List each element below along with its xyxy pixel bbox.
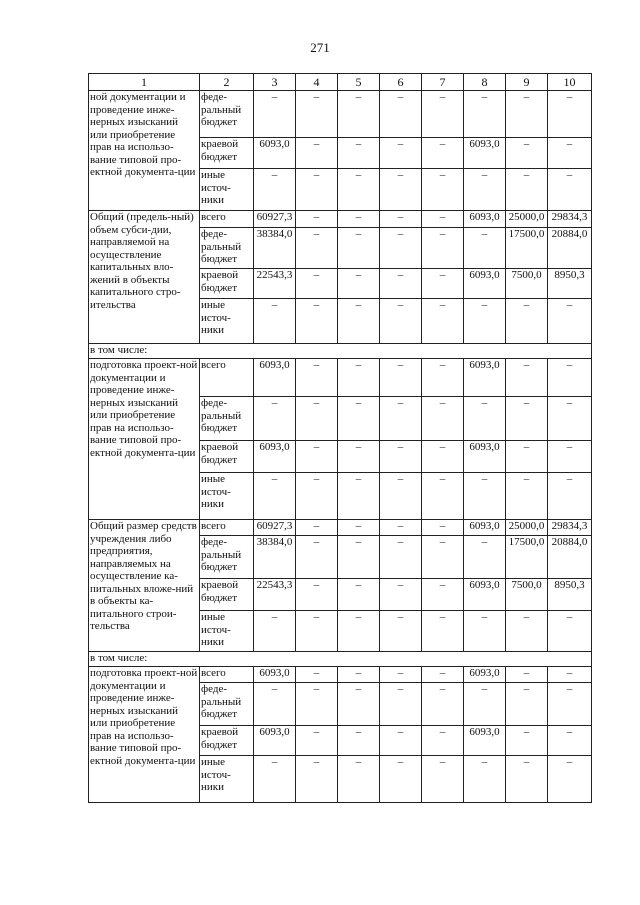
value-cell: –: [422, 169, 464, 211]
value-cell: –: [422, 756, 464, 803]
value-cell: –: [338, 269, 380, 299]
value-cell: –: [254, 683, 296, 726]
value-cell: –: [296, 138, 338, 169]
value-cell: –: [380, 520, 422, 536]
value-cell: –: [380, 667, 422, 683]
value-cell: –: [506, 91, 548, 138]
funding-source: краевой бюджет: [200, 726, 254, 756]
table-row: [89, 211, 592, 228]
value-cell: 6093,0: [464, 667, 506, 683]
value-cell: –: [338, 91, 380, 138]
column-header: 9: [506, 74, 548, 91]
value-cell: –: [548, 169, 592, 211]
value-cell: –: [422, 138, 464, 169]
value-cell: –: [380, 756, 422, 803]
value-cell: –: [422, 359, 464, 397]
value-cell: –: [338, 579, 380, 611]
value-cell: –: [422, 91, 464, 138]
value-cell: –: [380, 91, 422, 138]
value-cell: 6093,0: [254, 359, 296, 397]
value-cell: 60927,3: [254, 211, 296, 228]
value-cell: 6093,0: [464, 359, 506, 397]
value-cell: –: [464, 683, 506, 726]
value-cell: –: [506, 726, 548, 756]
funding-source: иные источ- ники: [200, 473, 254, 520]
budget-table: [88, 73, 592, 803]
funding-source: феде- ральный бюджет: [200, 536, 254, 579]
funding-source: краевой бюджет: [200, 441, 254, 473]
value-cell: –: [254, 611, 296, 652]
value-cell: 17500,0: [506, 228, 548, 269]
value-cell: –: [422, 726, 464, 756]
value-cell: –: [464, 228, 506, 269]
column-header: 2: [200, 74, 254, 91]
funding-source: краевой бюджет: [200, 269, 254, 299]
value-cell: –: [422, 299, 464, 344]
column-header: 8: [464, 74, 506, 91]
value-cell: –: [464, 169, 506, 211]
value-cell: 6093,0: [464, 211, 506, 228]
value-cell: –: [296, 536, 338, 579]
value-cell: –: [380, 536, 422, 579]
table-row: [89, 667, 592, 683]
funding-source: иные источ- ники: [200, 611, 254, 652]
value-cell: –: [380, 138, 422, 169]
value-cell: –: [296, 683, 338, 726]
value-cell: –: [422, 611, 464, 652]
value-cell: –: [296, 726, 338, 756]
value-cell: –: [464, 299, 506, 344]
funding-source: иные источ- ники: [200, 169, 254, 211]
value-cell: –: [338, 228, 380, 269]
value-cell: –: [338, 138, 380, 169]
value-cell: –: [296, 211, 338, 228]
value-cell: 25000,0: [506, 211, 548, 228]
value-cell: 29834,3: [548, 520, 592, 536]
value-cell: –: [380, 683, 422, 726]
value-cell: 6093,0: [464, 269, 506, 299]
value-cell: –: [338, 726, 380, 756]
value-cell: –: [422, 667, 464, 683]
value-cell: 22543,3: [254, 269, 296, 299]
funding-source: феде- ральный бюджет: [200, 397, 254, 441]
value-cell: –: [422, 683, 464, 726]
value-cell: 38384,0: [254, 228, 296, 269]
value-cell: –: [422, 536, 464, 579]
value-cell: –: [338, 667, 380, 683]
value-cell: 8950,3: [548, 269, 592, 299]
value-cell: –: [254, 169, 296, 211]
value-cell: –: [296, 397, 338, 441]
value-cell: –: [506, 299, 548, 344]
column-header: 4: [296, 74, 338, 91]
column-header: 5: [338, 74, 380, 91]
item-description: ной документации и проведение инже-нерных изысканий или приобретение прав на использо-вание типовой про-ектной документа-ции: [89, 91, 200, 211]
funding-source: феде- ральный бюджет: [200, 228, 254, 269]
value-cell: –: [548, 441, 592, 473]
value-cell: –: [464, 397, 506, 441]
value-cell: –: [548, 359, 592, 397]
item-description: подготовка проект-ной документации и проведение инже-нерных изысканий или приобретение прав на использо-вание типовой про-ектной документа-ции: [89, 359, 200, 520]
value-cell: –: [506, 138, 548, 169]
value-cell: 38384,0: [254, 536, 296, 579]
value-cell: 6093,0: [464, 441, 506, 473]
value-cell: –: [464, 91, 506, 138]
column-header: 3: [254, 74, 296, 91]
value-cell: –: [506, 473, 548, 520]
value-cell: –: [422, 441, 464, 473]
funding-source: всего: [200, 211, 254, 228]
value-cell: –: [296, 228, 338, 269]
value-cell: –: [338, 756, 380, 803]
value-cell: –: [422, 520, 464, 536]
value-cell: –: [338, 359, 380, 397]
funding-source: всего: [200, 359, 254, 397]
value-cell: 60927,3: [254, 520, 296, 536]
value-cell: –: [548, 611, 592, 652]
value-cell: –: [254, 299, 296, 344]
value-cell: –: [506, 441, 548, 473]
value-cell: –: [338, 683, 380, 726]
value-cell: –: [338, 397, 380, 441]
funding-source: всего: [200, 520, 254, 536]
column-header: 6: [380, 74, 422, 91]
funding-source: иные источ- ники: [200, 756, 254, 803]
value-cell: –: [548, 756, 592, 803]
value-cell: 20884,0: [548, 536, 592, 579]
value-cell: –: [380, 397, 422, 441]
value-cell: –: [548, 726, 592, 756]
funding-source: краевой бюджет: [200, 138, 254, 169]
value-cell: –: [380, 169, 422, 211]
value-cell: –: [506, 397, 548, 441]
funding-source: иные источ- ники: [200, 299, 254, 344]
column-header: 7: [422, 74, 464, 91]
value-cell: –: [296, 667, 338, 683]
funding-source: всего: [200, 667, 254, 683]
value-cell: –: [506, 683, 548, 726]
value-cell: –: [296, 756, 338, 803]
value-cell: –: [254, 91, 296, 138]
table-row: [89, 91, 592, 138]
value-cell: –: [548, 667, 592, 683]
value-cell: –: [380, 579, 422, 611]
value-cell: –: [422, 473, 464, 520]
value-cell: 17500,0: [506, 536, 548, 579]
value-cell: –: [296, 441, 338, 473]
value-cell: –: [338, 211, 380, 228]
value-cell: –: [506, 756, 548, 803]
value-cell: –: [380, 299, 422, 344]
value-cell: 20884,0: [548, 228, 592, 269]
value-cell: –: [338, 520, 380, 536]
value-cell: 22543,3: [254, 579, 296, 611]
value-cell: –: [548, 91, 592, 138]
item-description: Общий размер средств учреждения либо предприятия, направляемых на осуществление ка-питальных вложе-ний в объекты ка-питального строи-тельства: [89, 520, 200, 652]
value-cell: –: [380, 473, 422, 520]
value-cell: –: [338, 441, 380, 473]
value-cell: –: [548, 473, 592, 520]
table-row: [89, 359, 592, 397]
column-header: 1: [89, 74, 200, 91]
value-cell: –: [464, 473, 506, 520]
subheader-row: [89, 652, 592, 667]
value-cell: –: [338, 536, 380, 579]
value-cell: 6093,0: [464, 579, 506, 611]
value-cell: –: [296, 359, 338, 397]
value-cell: –: [422, 211, 464, 228]
item-description: подготовка проект-ной документации и проведение инже-нерных изысканий или приобретение прав на использо-вание типовой про-ектной документа-ции: [89, 667, 200, 803]
value-cell: 6093,0: [254, 667, 296, 683]
value-cell: –: [296, 579, 338, 611]
value-cell: –: [296, 520, 338, 536]
value-cell: 6093,0: [464, 520, 506, 536]
value-cell: –: [422, 269, 464, 299]
value-cell: –: [422, 228, 464, 269]
value-cell: –: [254, 756, 296, 803]
value-cell: 6093,0: [464, 138, 506, 169]
value-cell: –: [464, 536, 506, 579]
value-cell: –: [548, 138, 592, 169]
value-cell: 7500,0: [506, 269, 548, 299]
value-cell: 29834,3: [548, 211, 592, 228]
value-cell: –: [380, 269, 422, 299]
value-cell: –: [380, 228, 422, 269]
value-cell: –: [422, 397, 464, 441]
value-cell: –: [506, 169, 548, 211]
value-cell: –: [380, 726, 422, 756]
value-cell: –: [338, 611, 380, 652]
value-cell: –: [338, 473, 380, 520]
value-cell: –: [548, 397, 592, 441]
value-cell: –: [422, 579, 464, 611]
value-cell: 6093,0: [254, 726, 296, 756]
value-cell: –: [380, 441, 422, 473]
value-cell: 25000,0: [506, 520, 548, 536]
value-cell: –: [380, 211, 422, 228]
table-row: [89, 520, 592, 536]
value-cell: 7500,0: [506, 579, 548, 611]
value-cell: –: [338, 299, 380, 344]
value-cell: 6093,0: [254, 441, 296, 473]
page-number: 271: [310, 40, 330, 55]
column-number-row: [89, 74, 592, 91]
value-cell: –: [506, 667, 548, 683]
value-cell: –: [548, 683, 592, 726]
value-cell: –: [296, 269, 338, 299]
value-cell: –: [506, 611, 548, 652]
value-cell: –: [296, 299, 338, 344]
value-cell: 8950,3: [548, 579, 592, 611]
value-cell: –: [296, 473, 338, 520]
funding-source: краевой бюджет: [200, 579, 254, 611]
value-cell: 6093,0: [464, 726, 506, 756]
value-cell: –: [254, 473, 296, 520]
subheader-label: в том числе:: [89, 344, 592, 359]
value-cell: –: [296, 169, 338, 211]
value-cell: –: [464, 611, 506, 652]
value-cell: –: [380, 359, 422, 397]
funding-source: феде- ральный бюджет: [200, 91, 254, 138]
subheader-row: [89, 344, 592, 359]
value-cell: –: [296, 611, 338, 652]
value-cell: –: [338, 169, 380, 211]
column-header: 10: [548, 74, 592, 91]
value-cell: –: [296, 91, 338, 138]
value-cell: 6093,0: [254, 138, 296, 169]
value-cell: –: [506, 359, 548, 397]
value-cell: –: [464, 756, 506, 803]
value-cell: –: [254, 397, 296, 441]
funding-source: феде- ральный бюджет: [200, 683, 254, 726]
item-description: Общий (предель-ный) объем субси-дии, направляемой на осуществление капитальных вло-жений в объекты капитального стро-ительства: [89, 211, 200, 344]
value-cell: –: [380, 611, 422, 652]
subheader-label: в том числе:: [89, 652, 592, 667]
value-cell: –: [548, 299, 592, 344]
